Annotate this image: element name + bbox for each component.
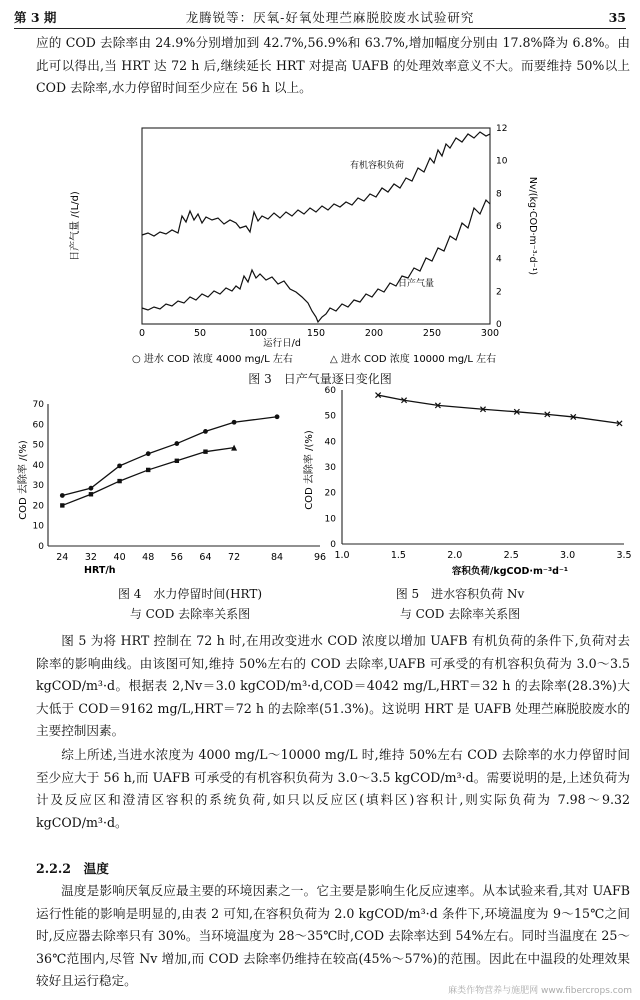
figure-4 [14,398,330,576]
fig3-right-tick: 6 [496,222,502,232]
fig3-plot-frame [142,128,490,324]
fig3-x-axis-label: 运行日/d [263,338,301,349]
fig4-plot-area [60,414,280,507]
issue-number: 第 3 期 [14,10,57,25]
fig5-y-tick: 50 [324,411,336,422]
mid-paragraph-text: 图 5 为将 HRT 控制在 72 h 时,在用改变进水 COD 浓度以增加 UAFB 有机负荷的条件下,负荷对去除率的影响曲线。由该图可知,维持 50%左右的 COD 去除率,UAFB 可承受的有机容积负荷为 3.0～3.5 kgCOD/m³·d。根据表 2,Nv＝3.0 kgCOD/m³·d,COD＝4042 mg/L,HRT＝32 h 的去除率(28.3%)大大低于 COD＝9162 mg/L,HRT＝72 h 的去除率(51.3%)。这说明 HRT 是 UAFB 处理苎麻脱胶废水的主要控制因素。 [36,633,630,738]
fig4-caption-line1: 图 4 水力停留时间(HRT) [117,587,263,601]
fig3-x-tick: 0 [138,328,146,339]
fig4-x-tick: 56 [170,552,183,563]
fig5-plot-area [375,393,622,426]
summary-paragraph-text: 综上所述,当进水浓度为 4000 mg/L～10000 mg/L 时,维持 50%左右 COD 去除率的水力停留时间至少应大于 56 h,而 UAFB 可承受的有机容积负荷为 3.0～3.5 kgCOD/m³·d。需要说明的是,上述负荷为计及反应区和澄清区容积的系统负荷,如只以反应区(填料区)容积计,则实际负荷为 7.98～9.32 kgCOD/m³·d。 [36,747,630,830]
fig3-x-ticks [139,328,499,339]
fig5-y-tick: 10 [324,514,336,525]
fig3-x-tick: 100 [248,328,268,339]
fig4-point [60,493,65,498]
fig4-point [174,441,179,446]
fig3-legend-left: ○ 进水 COD 浓度 4000 mg/L 左右 [132,354,293,365]
fig5-y-ticks [325,386,337,550]
fig4-series-line [62,448,234,506]
fig4-point [60,503,64,507]
fig4-y-tick: 0 [38,542,44,552]
fig4-point [117,463,122,468]
page-number: 35 [608,9,626,25]
fig4-x-tick: 32 [84,552,97,563]
fig3-right-ticks [496,124,508,330]
fig5-x-tick: 1.0 [334,550,350,561]
fig4-y-tick: 30 [32,481,44,492]
figure-5 [300,380,630,578]
temperature-paragraph [36,880,630,993]
fig4-caption [60,584,320,624]
fig3-caption: 图 3 日产气量逐日变化图 [248,372,392,386]
fig5-y-tick: 40 [324,437,336,448]
fig3-gas-curve-label: 日产气量 [398,279,435,289]
fig4-x-tick: 64 [199,552,212,563]
fig4-point [232,420,237,425]
fig4-x-tick: 48 [142,552,155,563]
fig5-x-tick: 3.0 [560,550,576,561]
fig4-ylabel: COD 去除率 /(%) [18,440,29,520]
fig4-y-tick: 20 [32,501,44,512]
fig4-point [275,414,280,419]
fig3-right-axis-label: Nv/(kg·COD·m⁻³·d⁻¹) [527,176,538,276]
figure-3 [60,108,560,366]
mid-paragraph [36,630,630,743]
fig4-point [146,468,150,472]
fig4-point [117,479,121,483]
fig4-series-line [62,417,277,496]
fig3-x-tick: 50 [193,328,207,339]
fig4-point [89,486,94,491]
fig5-caption-line1: 图 5 进水容积负荷 Nv [395,587,525,601]
fig4-point [203,429,208,434]
temperature-paragraph-text: 温度是影响厌氧反应最主要的环境因素之一。它主要是影响生化反应速率。从本试验来看,其对 UAFB 运行性能的影响是明显的,由表 2 可知,在容积负荷为 2.0 kgCOD/m³·d 条件下,环境温度为 9～15℃之间时,反应器去除率只有 30%。当环境温度为 28～35℃时,COD 去除率达到 54%左右。同时当温度在 25～36℃范围内,尽管 Nv 增加,而 COD 去除率仍维持在较高(45%～57%)的范围。因此在中温段的处理效果较好且运行稳定。 [36,883,630,988]
fig5-caption-line2: 与 COD 去除率关系图 [399,607,521,621]
fig4-point [203,449,207,453]
fig4-x-tick: 84 [271,552,284,563]
fig3-x-tick: 300 [480,328,500,339]
page-header [14,6,626,29]
running-title: 龙腾锐等：厌氧-好氧处理苎麻脱胶废水试验研究 [185,10,475,25]
fig3-right-tick: 0 [496,320,502,330]
fig3-load-trace [142,132,490,236]
fig5-y-tick: 30 [324,463,336,473]
fig3-left-axis-label: 日产气量 /(L/d) [70,191,81,261]
fig3-x-tick: 250 [422,328,442,339]
fig5-xlabel: 容积负荷/kgCOD·m⁻³d⁻¹ [451,566,569,577]
fig4-y-tick: 70 [32,400,44,410]
fig4-y-tick: 60 [32,420,44,431]
fig4-x-ticks [56,552,326,563]
fig3-right-tick: 12 [496,124,508,134]
fig5-x-tick: 2.5 [503,550,519,561]
fig4-y-tick: 50 [32,440,44,451]
fig3-load-curve-label: 有机容积负荷 [350,161,405,171]
fig3-right-tick: 2 [496,287,502,298]
watermark: 麻类作物营养与施肥网 www.fibercrops.com [448,986,632,996]
fig4-point [175,459,179,463]
top-paragraph: 应的 COD 去除率由 24.9%分别增加到 42.7%,56.9%和 63.7%,增加幅度分别由 17.8%降为 6.8%。由此可以得出,当 HRT 达 72 h 后,继续延长 HRT 对提高 UAFB 的处理效率意义不大。而要维持 50%以上 COD 去除率,水力停留时间至少应在 56 h 以上。 [36,35,630,95]
fig4-y-tick: 40 [32,460,44,471]
fig4-caption-line2: 与 COD 去除率关系图 [129,607,251,621]
fig5-x-tick: 3.5 [616,550,632,561]
fig4-xlabel: HRT/h [84,565,116,576]
fig3-gas-trace [142,200,490,322]
fig3-legend-right: △ 进水 COD 浓度 10000 mg/L 左右 [330,354,497,365]
fig5-x-tick: 2.0 [447,550,463,561]
fig5-x-ticks [334,550,631,561]
fig4-x-tick: 72 [228,552,241,563]
fig5-caption [335,584,585,624]
fig5-y-tick: 60 [324,386,336,396]
fig5-y-tick: 0 [330,540,336,550]
fig5-y-tick: 20 [324,488,336,499]
fig4-x-tick: 40 [113,552,126,563]
fig4-y-tick: 10 [32,521,44,532]
fig4-x-tick: 24 [56,552,69,563]
fig3-x-tick: 200 [364,328,384,339]
fig3-right-tick: 4 [496,254,502,265]
fig3-right-tick: 8 [496,189,502,200]
fig5-ylabel: COD 去除率 /(%) [304,430,315,510]
fig4-x-tick: 96 [313,552,327,563]
fig4-point [89,492,93,496]
fig3-x-tick: 150 [306,328,326,339]
fig4-y-ticks [33,400,45,552]
fig3-right-tick: 10 [496,156,508,167]
fig5-x-tick: 1.5 [390,550,406,561]
fig4-point [146,451,151,456]
fig5-series-line [378,395,619,423]
section-heading: 2.2.2 温度 [36,861,109,876]
summary-paragraph [36,744,630,834]
